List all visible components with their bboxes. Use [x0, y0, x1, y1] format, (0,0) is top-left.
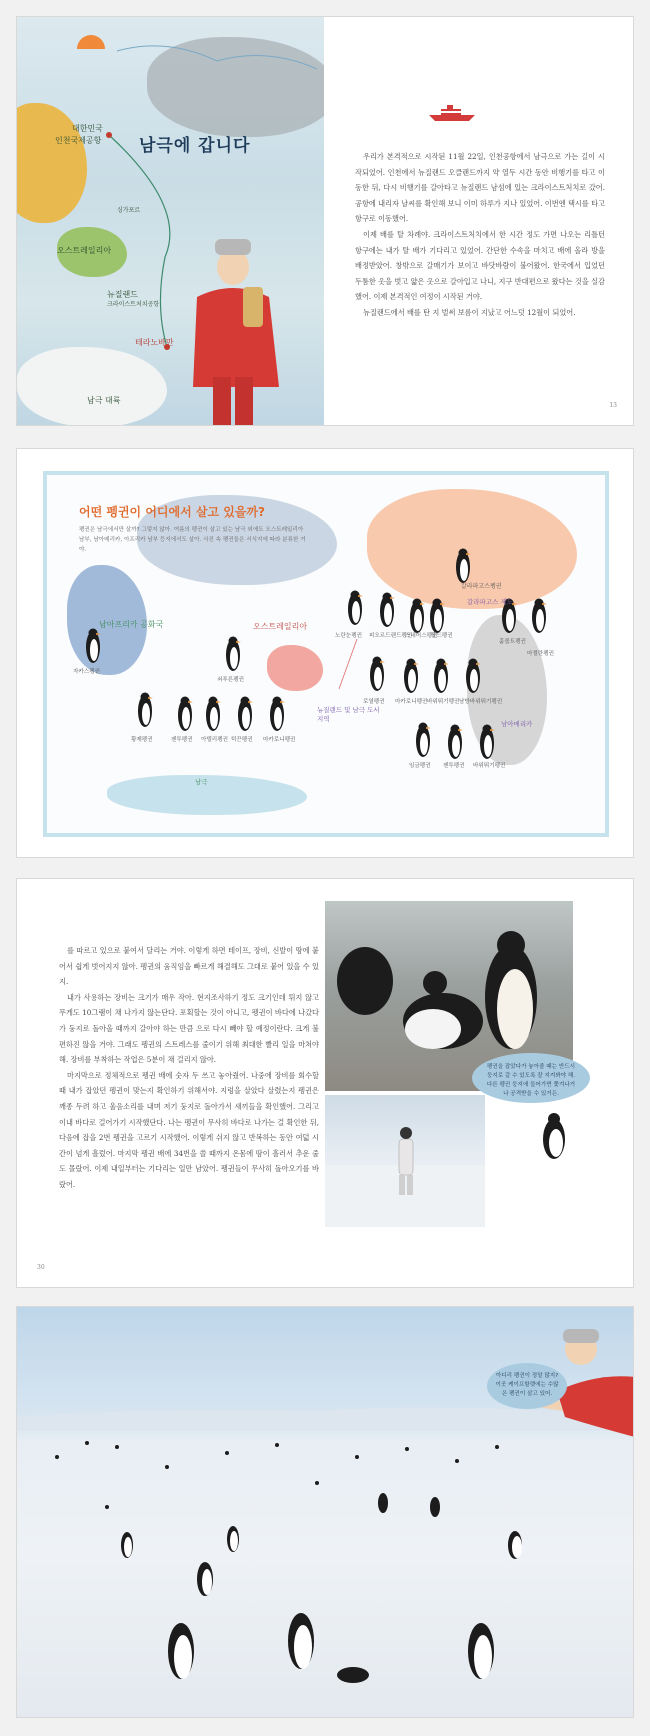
row-mid-penguins — [370, 657, 481, 694]
section-title: 어떤 펭귄이 어디에서 살고 있을까? — [79, 505, 265, 519]
speech-bubble: 아디리 펭귄이 정말 많지? 이곳 케이프할렛에는 수많은 펭귄이 살고 있어. — [487, 1363, 567, 1409]
row-bottom-penguins — [138, 693, 285, 732]
penguin-african — [86, 629, 101, 664]
map-label-korea: 대한민국 — [72, 124, 103, 133]
row-nz-penguins — [348, 591, 445, 634]
paragraph: 를 따르고 있으로 붙여서 달리는 거야. 이렇게 하면 테이프, 장비, 신발이 땅에 붙어서 쉽게 벗어지지 않아. 펭귄의 움직임을 빠르게 해결해도 그대로 붙어 있을 수 있지. — [59, 946, 319, 987]
spread-penguin-map — [16, 448, 634, 858]
penguin-label-little: 쇠푸른펭귄 — [217, 677, 245, 683]
near-penguins — [121, 1493, 522, 1683]
region-label-south-america: 남아메리카 — [501, 720, 533, 728]
region-label-africa: 남아프리카 공화국 — [99, 620, 164, 629]
penguin-label: 남방바위뛰기펭귄 — [459, 699, 503, 705]
penguin-label: 바위뛰기펭귄 — [473, 763, 506, 769]
penguin-label: 바위뛰기펭귄 — [427, 699, 460, 705]
penguin-label-magellanic: 마젤란펭귄 — [527, 651, 555, 657]
map-label-australia: 오스트레일리아 — [57, 246, 112, 255]
penguin-label: 황제펭귄 — [131, 737, 153, 743]
penguin-label-humboldt: 훔볼트펭귄 — [499, 639, 527, 645]
page-number: 30 — [37, 1264, 45, 1271]
region-label-antarctica: 남극 — [195, 778, 208, 786]
flight-route — [17, 17, 324, 426]
penguin-label: 피오르드랜드펭귄 — [369, 633, 413, 639]
ship-icon — [427, 103, 477, 123]
penguin-label-african: 자카스펭귄 — [73, 669, 101, 675]
penguin-label-galapagos: 갈라파고스펭귄 — [461, 583, 502, 590]
spread-south-pole-journey — [16, 16, 634, 426]
map-label-christchurch: 크라이스트처치공항 — [107, 301, 160, 308]
penguin-label: 턱끈펭귄 — [231, 737, 253, 743]
penguin-sketch-icon — [529, 1107, 579, 1167]
penguin-label: 아델리펭귄 — [201, 737, 229, 743]
penguin-label: 노란눈펭귄 — [335, 633, 363, 639]
penguin-label: 마카로니펭귄 — [395, 699, 428, 705]
region-label-galapagos: 갈라파고스 제도 — [467, 598, 514, 606]
map-label-newzealand: 뉴질랜드 — [107, 290, 138, 299]
spread-penguin-colony — [16, 1306, 634, 1718]
explorer-illustration — [193, 239, 279, 426]
region-label-australia: 오스트레일리아 — [253, 622, 308, 631]
map-label-incheon: 인천국제공항 — [55, 136, 102, 145]
penguin-label: 마카로니펭귄 — [263, 737, 296, 743]
body-text — [59, 943, 319, 1193]
penguin-magellanic — [532, 599, 547, 634]
penguin-label: 볼드펭귄 — [431, 633, 453, 639]
paragraph: 이제 배를 탈 차례야. 크라이스트처치에서 한 시간 정도 가면 나오는 리틀턴 항구에는 내가 탈 배가 기다리고 있었어. 간단한 수속을 마치고 배에 올라 방을 배정받았어. 창밖으로 갈매기가 보이고 바닷바람이 불어왔어. 한국에서 입었던 두툼한 옷을 벗고 얇은 옷으로 갈아입고 나니, 지구 반대편으로 왔다는 것을 실감했어. 이제 본격적인 여정이 시작된 거야. — [355, 229, 605, 302]
region-label-nz: 뉴질랜드 및 남극 도서 지역 — [317, 706, 380, 723]
map-label-terra-nova: 테라노바만 — [135, 338, 174, 347]
illustrated-route-map — [17, 17, 324, 426]
penguin-label: 임금펭귄 — [409, 763, 431, 769]
speech-bubble: 펭귄을 잡았다가 놓아줄 때는 반드시 둥지로 갈 수 있도록 잘 지켜봐야 해. 다른 펭귄 둥지에 들어가면 쫓겨나거나 공격받을 수 있거든. — [472, 1053, 590, 1103]
map-label-singapore: 싱가포르 — [117, 207, 141, 214]
body-text — [355, 149, 605, 321]
chapter-title: 남극에 갑니다 — [139, 136, 251, 156]
spread-penguin-tagging — [16, 878, 634, 1288]
photo-researcher-on-ice — [325, 1095, 485, 1227]
penguin-label: 스네어스펭귄 — [405, 633, 438, 639]
penguin-label: 젠투펭귄 — [443, 763, 465, 769]
penguin-little — [226, 637, 241, 672]
map-label-antarctica: 남극 대륙 — [87, 396, 121, 405]
paragraph: 뉴질랜드에서 배를 탄 지 벌써 보름이 지났고 어느덧 12월이 되었어. — [363, 307, 576, 317]
paragraph: 마지막으로 정체적으로 펭귄 배에 숫자 두 쓰고 놓아줬어. 나중에 장비를 회수할 때 내가 잡았던 펭귄이 맞는지 확인하기 위해서야. 지렁을 살았다 살렸는지 펭귄은 깨종 두려 하고 울음소리를 내며 저기 둥지로 돌아가서 새끼들을 확인했어. 그리고 이내 바다로 걸어가기 시작했단다. 나는 펭귄이 무사히 바다로 나가는 걸 확인한 뒤, 다음에 잡을 2번 펭귄을 고르기 시작했어. 이렇게 쉬지 않고 반복하는 동안 여덟 시간이 넘게 흘렀어. 마지막 펭귄 배에 34번을 쓸 때까지 온몸에 땀이 흘러서 추운 줄도 몰랐어. 이제 내일부터는 기다리는 일만 남았어. 펭귄들이 무사히 돌아오기를 바랐어. — [59, 1070, 319, 1189]
penguin-galapagos — [456, 549, 471, 584]
page-number: 13 — [609, 402, 617, 409]
penguin-label: 젠투펭귄 — [171, 737, 193, 743]
paragraph: 내가 사용하는 장비는 크기가 매우 작아. 현지조사하기 정도 크기인데 튀지 않고 무게도 10그램이 채 나가지 않는단다. 포획할는 것이 아니고, 펭귄이 바다에 나갔다가 둥지로 돌아올 때까지 갈아야 하는 만큼 으로 다시 빼야 할 예정이란다. 크게 불편하진 않을 거야. 그래도 펭귄의 스트레스를 줄이기 위해 최대한 빨리 일을 마쳐야 해. 장비를 부착하는 작업은 5분이 채 걸리지 않아. — [59, 992, 319, 1065]
paragraph: 우리가 본격적으로 시작된 11월 22일, 인천공항에서 남극으로 가는 길이 시작되었어. 인천에서 뉴질랜드 오클랜드까지 약 열두 시간 동안 비행기를 타고 이동한 뒤, 다시 비행기를 갈아타고 뉴질랜드 남섬에 있는 크라이스트처치로 갔어. 공항에 내리자 날씨를 확인해 보니 이미 하루가 지나 있었어. 이번엔 택시를 타고 항구로 이동했어. — [355, 152, 605, 224]
row-sa-penguins — [416, 723, 495, 760]
intro-text: 펭귄은 남극에서만 살까? 그렇지 않아. 여름의 펭귄이 살고 있는 남극 외에도 오스트레일리아 남부, 남아메리카, 아프리카 남부 등지에서도 살아. 사진 속 펭귄들은 서식지에 따라 분류한 거야. — [79, 527, 306, 553]
penguin-label: 로열펭귄 — [363, 699, 385, 705]
